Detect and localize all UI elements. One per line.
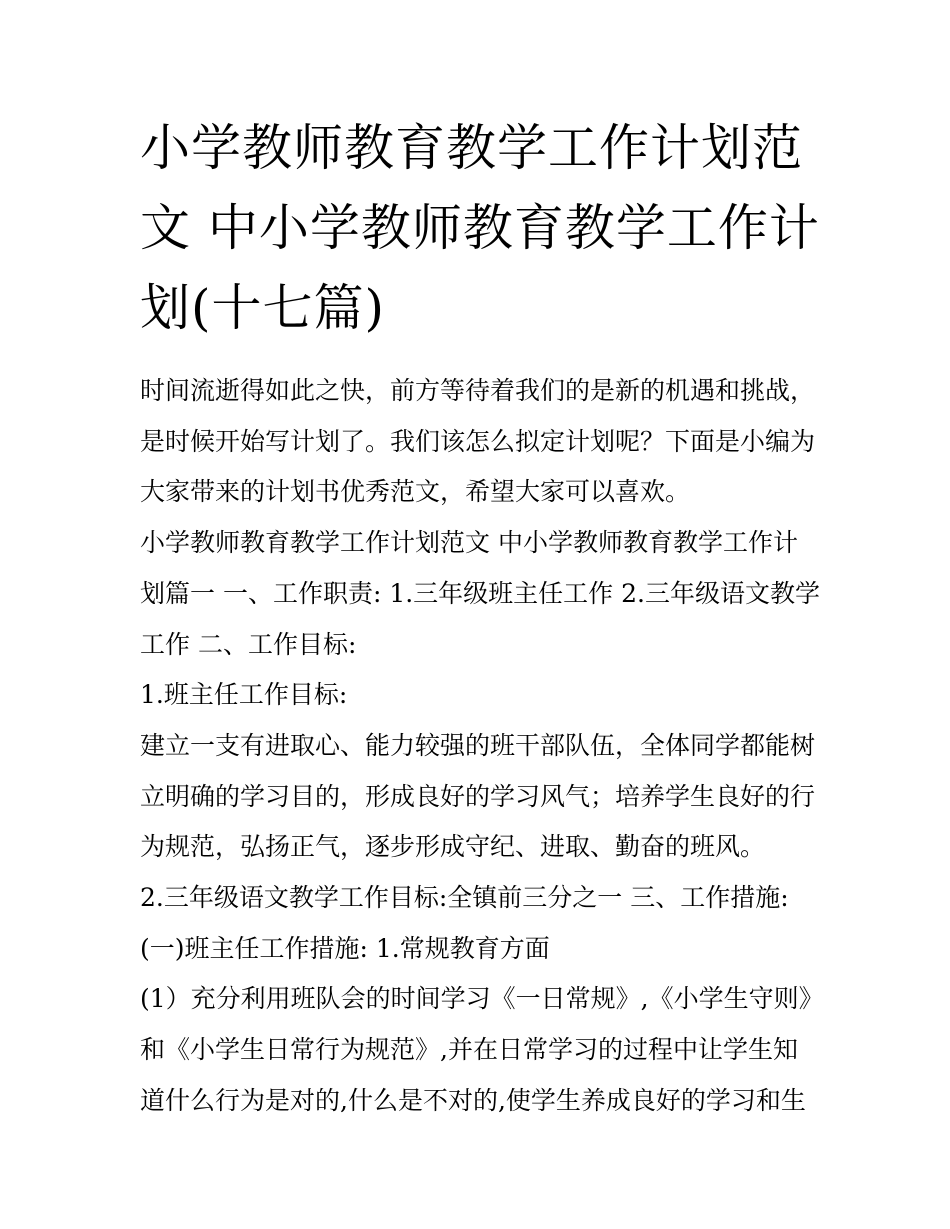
title-line: 小学教师教育教学工作计划范 (140, 119, 803, 177)
body-line: 道什么行为是对的,什么是不对的,使学生养成良好的学习和生 (140, 1085, 806, 1115)
body-line: 工作 二、工作目标: (140, 629, 357, 659)
body-line: 1.班主任工作目标: (140, 680, 348, 710)
body-line: 和《小学生日常行为规范》,并在日常学习的过程中让学生知 (140, 1035, 798, 1065)
body-line: (1）充分利用班队会的时间学习《一日常规》,《小学生守则》 (140, 984, 824, 1014)
document-body (140, 366, 824, 1127)
body-line: 大家带来的计划书优秀范文，希望大家可以喜欢。 (140, 477, 691, 507)
body-line: 为规范，弘扬正气，逐步形成守纪、进取、勤奋的班风。 (140, 832, 766, 862)
body-line: (一)班主任工作措施: 1.常规教育方面 (140, 933, 550, 963)
document-page (140, 108, 824, 1127)
body-line: 2.三年级语文教学工作目标:全镇前三分之一 三、工作措施: (140, 883, 789, 913)
title-line: 划(十七篇) (140, 279, 386, 337)
document-title (140, 108, 820, 348)
body-line: 小学教师教育教学工作计划范文 中小学教师教育教学工作计 (140, 528, 798, 558)
body-line: 立明确的学习目的，形成良好的学习风气；培养学生良好的行 (140, 781, 816, 811)
body-line: 划篇一 一、工作职责: 1.三年级班主任工作 2.三年级语文教学 (140, 578, 820, 608)
body-line: 是时候开始写计划了。我们该怎么拟定计划呢？下面是小编为 (140, 426, 816, 456)
body-line: 时间流逝得如此之快，前方等待着我们的是新的机遇和挑战， (140, 376, 816, 405)
body-line: 建立一支有进取心、能力较强的班干部队伍，全体同学都能树 (140, 730, 816, 760)
title-line: 文 中小学教师教育教学工作计 (140, 199, 820, 257)
